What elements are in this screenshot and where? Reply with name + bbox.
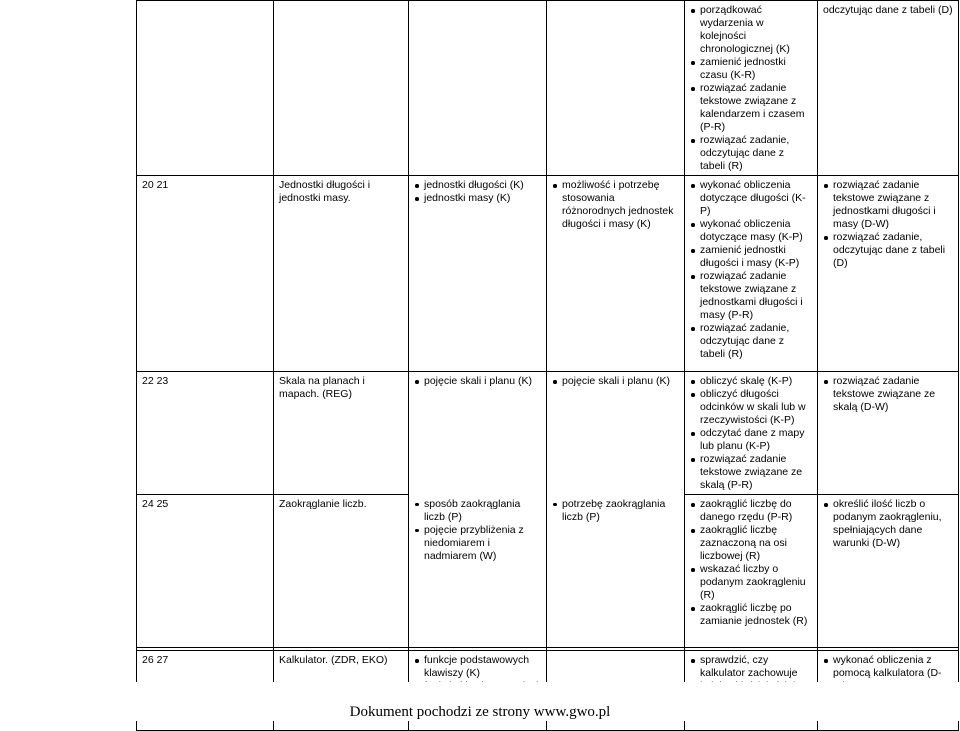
extended-skills-cell — [818, 495, 959, 648]
list-item: jednostki długości (K) — [414, 179, 541, 192]
list-item: rozwiązać zadanie, odczytując dane z tabeli (D) — [823, 231, 953, 270]
footer-source-note: Dokument pochodzi ze strony www.gwo.pl — [349, 704, 611, 720]
list-item: funkcje podstawowych klawiszy (K) — [414, 654, 541, 680]
table-row — [137, 372, 959, 495]
knowledge-cell — [409, 495, 547, 648]
list-item: rozwiązać zadanie, odczytując dane z tabeli (R) — [690, 134, 812, 173]
list-item: wykonać obliczenia z pomocą kalkulatora (D- — [823, 654, 953, 693]
topic-cell: Skala na planach i mapach. (REG) — [274, 372, 409, 495]
understanding-cell — [547, 1, 685, 176]
bullet-list — [690, 498, 812, 628]
topic-cell: Kalkulator. (ZDR, EKO) — [274, 651, 409, 731]
bullet-list — [823, 498, 953, 550]
bullet-list — [690, 375, 812, 492]
knowledge-cell — [409, 1, 547, 176]
list-item: pojęcie przybliżenia z niedomiarem i nadmiarem (W) — [414, 524, 541, 563]
extended-skills-cell — [818, 1, 959, 176]
lesson-number-cell: 22 23 — [137, 372, 274, 495]
table-row — [137, 495, 959, 648]
list-item: rozwiązać zadanie tekstowe związane z kalendarzem i czasem (P-R) — [690, 82, 812, 134]
bullet-list — [823, 375, 953, 414]
bullet-list — [414, 375, 541, 388]
bullet-list — [690, 4, 812, 173]
list-item: sposób zaokrąglania liczb (P) — [414, 498, 541, 524]
extended-skills-cell — [818, 176, 959, 372]
list-item: zaokrąglić liczbę po zamianie jednostek (R) — [690, 602, 812, 628]
list-item: rozwiązać zadanie tekstowe związane ze skalą (D-W) — [823, 375, 953, 414]
list-item: obliczyć długości odcinków w skali lub w rzeczywistości (K-P) — [690, 388, 812, 427]
lesson-number-cell: 24 25 — [137, 495, 274, 648]
lesson-number-cell — [137, 1, 274, 176]
list-item: sprawdzić, czy kalkulator zachowuje — [690, 654, 812, 693]
list-item: zamienić jednostki czasu (K-R) — [690, 56, 812, 82]
list-item: zaokrąglić liczbę do danego rzędu (P-R) — [690, 498, 812, 524]
list-item: potrzebę zaokrąglania liczb (P) — [552, 498, 679, 524]
list-item: zamienić jednostki długości i masy (K-P) — [690, 244, 812, 270]
list-item: porządkować wydarzenia w kolejności chronologicznej (K) — [690, 4, 812, 56]
list-item: rozwiązać zadanie tekstowe związane z jednostkami długości i masy (D-W) — [823, 179, 953, 231]
lesson-number-cell: 20 21 — [137, 176, 274, 372]
bullet-list — [823, 179, 953, 270]
topic-cell: Zaokrąglanie liczb. — [274, 495, 409, 648]
table-row — [137, 1, 959, 176]
table-row — [137, 176, 959, 372]
list-item: pojęcie skali i planu (K) — [552, 375, 679, 388]
skills-cell — [685, 1, 818, 176]
skills-cell — [685, 372, 818, 495]
bullet-list — [552, 179, 679, 231]
list-item: wykonać obliczenia dotyczące masy (K-P) — [690, 218, 812, 244]
understanding-cell — [547, 372, 685, 495]
topic-cell: Jednostki długości i jednostki masy. — [274, 176, 409, 372]
skills-cell — [685, 495, 818, 648]
knowledge-cell — [409, 176, 547, 372]
continued-text: odczytując dane z tabeli (D) — [823, 4, 953, 16]
list-item: odczytać dane z mapy lub planu (K-P) — [690, 427, 812, 453]
list-item: wykonać obliczenia dotyczące długości (K-P) — [690, 179, 812, 218]
list-item: rozwiązać zadanie tekstowe związane ze skalą (P-R) — [690, 453, 812, 492]
list-item: określić ilość liczb o podanym zaokrągleniu, spełniających dane warunki (D-W) — [823, 498, 953, 550]
curriculum-table — [136, 0, 959, 731]
list-item: jednostki masy (K) — [414, 192, 541, 205]
topic-cell — [274, 1, 409, 176]
understanding-cell — [547, 495, 685, 648]
list-item: wskazać liczby o podanym zaokrągleniu (R) — [690, 563, 812, 602]
bullet-list — [690, 179, 812, 361]
list-item: rozwiązać zadanie tekstowe związane z jednostkami długości i masy (P-R) — [690, 270, 812, 322]
bullet-list — [552, 498, 679, 524]
list-item: zaokrąglić liczbę zaznaczoną na osi liczbowej (R) — [690, 524, 812, 563]
skills-cell — [685, 176, 818, 372]
lesson-number-cell: 26 27 — [137, 651, 274, 731]
list-item: możliwość i potrzebę stosowania różnorodnych jednostek długości i masy (K) — [552, 179, 679, 231]
understanding-cell — [547, 176, 685, 372]
bullet-list — [414, 179, 541, 205]
list-item: obliczyć skalę (K-P) — [690, 375, 812, 388]
bullet-list — [414, 498, 541, 563]
list-item: pojęcie skali i planu (K) — [414, 375, 541, 388]
bullet-list — [552, 375, 679, 388]
list-item: rozwiązać zadanie, odczytując dane z tabeli (R) — [690, 322, 812, 361]
knowledge-cell — [409, 372, 547, 495]
extended-skills-cell — [818, 372, 959, 495]
